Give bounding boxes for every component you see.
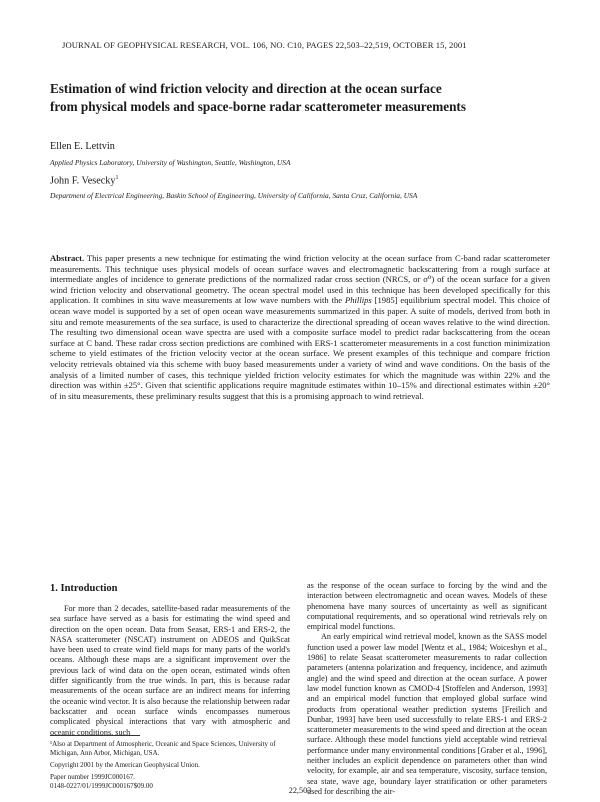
page-number: 22,503 <box>288 786 312 795</box>
author-name-1 <box>50 141 115 152</box>
author-affiliation-1: Applied Physics Laboratory, University of Washington, Seattle, Washington, USA <box>50 158 291 167</box>
author-name-2 <box>50 175 119 186</box>
author-affiliation-2: Department of Electrical Engineering, Baskin School of Engineering, University of California, Santa Cruz, California, USA <box>50 191 418 200</box>
intro-paragraph-1: For more than 2 decades, satellite-based radar measurements of the sea surface have served as a basis for estimating the wind speed and direction on the open ocean. Data from Seasat, ERS-1 and ERS-2, the NASA scatterometer (NSCAT) instrument on ADEOS and QuikScat have been used to create wind field maps for many parts of the world's oceans. Although these maps are a significant improvement over the previous lack of wind data on the open ocean, estimated winds often differ significantly from the true winds. In part, this is because radar measurements of the ocean surface are an indirect means for inferring the oceanic wind vector. It is also because the relationship between radar backscatter and ocean surface winds encompasses numerous complicated physical interactions that vary with atmospheric and oceanic conditions, such <box>50 604 290 737</box>
right-column <box>307 581 547 797</box>
left-column <box>50 604 290 738</box>
section-heading: 1. Introduction <box>50 583 118 594</box>
copyright-line: Copyright 2001 by the American Geophysical Union. <box>50 761 200 769</box>
author-1-name: Ellen E. Lettvin <box>50 141 115 152</box>
footnote-divider <box>50 735 140 736</box>
abstract-label: Abstract. <box>50 253 85 263</box>
footnote-1: ¹Also at Department of Atmospheric, Oceanic and Space Sciences, University of Michigan, Ann Arbor, Michigan, USA. <box>50 740 276 757</box>
abstract-text-b: [1985] equilibrium spectral model. This choice of ocean wave model is supported by a set of open ocean wave measurements summarized in this paper. A suite of models, derived from both in situ and remote measurements of the sea surface, is used to characterize the directional spreading of ocean waves relative to the wind direction. The resulting two dimensional ocean wave spectra are used with a composite surface model to predict radar backscattering from the ocean surface at C band. These radar cross section predictions are combined with ERS-1 scatterometer measurements in a cost function minimization scheme to yield estimates of the friction velocity vector at the ocean surface. We present examples of this technique and compare friction velocity retrievals obtained via this scheme with buoy based measurements under a variety of wind and wave conditions. On the basis of the analysis of a limited number of cases, this technique yielded friction velocity estimates for which the magnitude was within 22% and the direction was within ±25°. Given that scientific applications require magnitude estimates within 10–15% and directional estimates within ±20° of in situ measurements, these preliminary results suggest that this is a promising approach to wind retrieval. <box>50 295 551 401</box>
paper-title: Estimation of wind friction velocity and direction at the ocean surface from physical models and space-borne radar scatterometer measurements <box>50 81 466 114</box>
author-2-name: John F. Vesecky <box>50 175 116 187</box>
journal-header: JOURNAL OF GEOPHYSICAL RESEARCH, VOL. 106, NO. C10, PAGES 22,503–22,519, OCTOBER 15, 2001 <box>62 40 467 50</box>
paper-number: Paper number 1999JC000167. <box>50 773 135 781</box>
abstract-italic: Phillips <box>345 295 372 306</box>
intro-paragraph-2: An early empirical wind retrieval model, known as the SASS model function used a power law model [Wentz et al., 1984; Woiceshyn et al., 1986] to relate Seasat scatterometer measurements to radar collection parameters (antenna polarization and frequency, incidence, and azimuth angle) and the wind speed and direction at the ocean surface. A power law model function known as CMOD-4 [Stoffelen and Anderson, 1993] and an empirical model function that employed global surface wind products from operational weather prediction systems [Freilich and Dunbar, 1993] have been used successfully to relate ERS-1 and ERS-2 scatterometer measurements to the wind speed and direction at the ocean surface. Although these model functions yield acceptable wind retrieval performance under many environmental conditions [Graber et al., 1996], neither includes an explicit dependence on parameters other than wind velocity, for example, air and sea temperature, viscosity, surface tension, sea state, wave age, boundary layer stratification or other parameters used for describing the air- <box>307 632 547 796</box>
intro-paragraph-continued: as the response of the ocean surface to forcing by the wind and the interaction between electromagnetic and ocean waves. Models of these phenomena have many sources of uncertainty as well as significant computational requirements, and so operational wind retrievals rely on empirical model functions. <box>307 581 547 632</box>
author-2-footnote-mark: 1 <box>115 175 119 181</box>
issn-line: 0148-0227/01/1999JC000167$09.00 <box>50 782 153 790</box>
abstract-text-a: This paper presents a new technique for estimating the wind friction velocity at the ocean surface from C-band radar scatterometer measurements. This technique uses physical models of ocean surface waves and electromagnetic backscattering from a rough surface at intermediate angles of incidence to generate predictions of the normalized radar cross section (NRCS, or σ⁰) of the ocean surface for a given wind friction velocity and observational geometry. The ocean spectral model used in this technique has been developed specifically for this application. It combines in situ wave measurements at low wave numbers with the <box>50 253 550 306</box>
abstract <box>50 253 550 401</box>
